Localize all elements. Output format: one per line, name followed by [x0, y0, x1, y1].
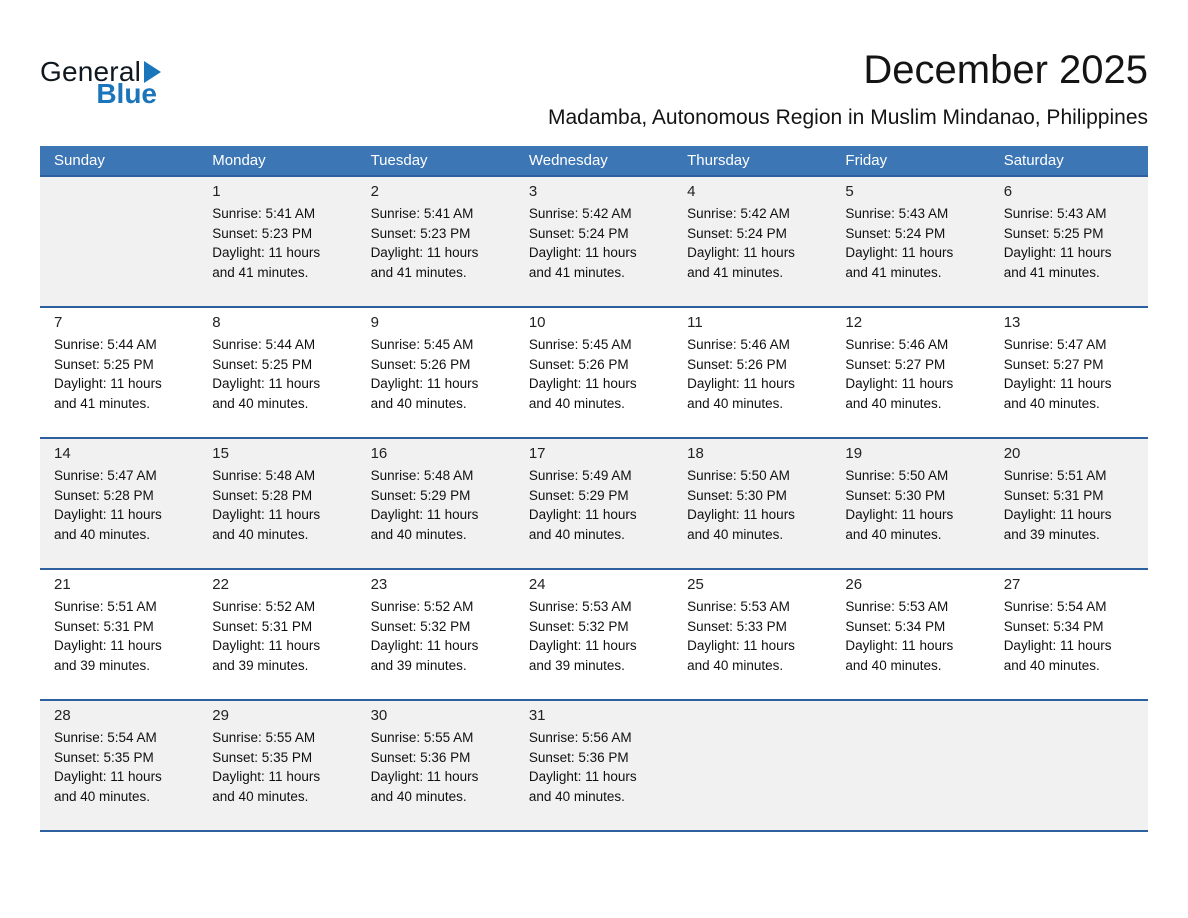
- calendar-week-row: [40, 176, 1148, 307]
- day-detail-line: and 39 minutes.: [528, 657, 625, 673]
- calendar-day-cell: [990, 438, 1148, 569]
- day-detail-line: Sunrise: 5:50 AM: [687, 468, 790, 483]
- calendar-week-row: [40, 569, 1148, 700]
- day-detail-line: Daylight: 11 hours: [212, 769, 321, 784]
- calendar-day-cell: [831, 569, 989, 700]
- day-detail-line: Sunset: 5:32 PM: [370, 618, 471, 634]
- day-detail-line: and 40 minutes.: [687, 657, 784, 673]
- day-number: 14: [54, 445, 71, 462]
- calendar-day-cell: [357, 176, 515, 307]
- calendar-day-cell: [198, 700, 356, 831]
- calendar-day-cell: [198, 438, 356, 569]
- day-number: 1: [212, 183, 221, 200]
- day-detail-line: Sunset: 5:28 PM: [54, 487, 154, 503]
- day-detail-line: Daylight: 11 hours: [687, 638, 795, 653]
- calendar-day-cell: [198, 307, 356, 438]
- day-detail-line: Daylight: 11 hours: [528, 376, 637, 391]
- day-number: 21: [54, 576, 71, 593]
- day-detail-line: and 41 minutes.: [212, 264, 309, 280]
- day-number: 25: [687, 576, 704, 593]
- day-detail-line: and 39 minutes.: [54, 657, 151, 673]
- location-subtitle: Madamba, Autonomous Region in Muslim Mindanao, Philippines: [548, 106, 1148, 129]
- day-detail-line: Sunrise: 5:46 AM: [687, 337, 790, 352]
- calendar-day-cell: [673, 438, 831, 569]
- weekday-header-sunday: Sunday: [40, 146, 198, 176]
- day-detail-line: Sunset: 5:29 PM: [528, 487, 629, 503]
- day-detail-line: Sunset: 5:25 PM: [1003, 225, 1104, 241]
- day-number: 12: [845, 314, 863, 331]
- day-detail-line: Sunset: 5:26 PM: [687, 356, 787, 372]
- calendar-day-cell: [515, 438, 673, 569]
- day-detail-line: and 39 minutes.: [1003, 526, 1100, 542]
- day-detail-line: and 41 minutes.: [54, 395, 151, 411]
- day-detail-line: Sunset: 5:31 PM: [212, 618, 313, 634]
- day-detail-line: Sunrise: 5:47 AM: [1003, 337, 1107, 352]
- calendar-day-cell: [990, 176, 1148, 307]
- day-number: 27: [1003, 576, 1021, 593]
- day-detail-line: Sunset: 5:29 PM: [370, 487, 471, 503]
- day-detail-line: Sunset: 5:25 PM: [212, 356, 313, 372]
- calendar-day-cell: [40, 569, 198, 700]
- day-detail-line: Sunrise: 5:51 AM: [54, 599, 157, 614]
- day-detail-line: Daylight: 11 hours: [54, 769, 162, 784]
- day-detail-line: and 41 minutes.: [687, 264, 784, 280]
- calendar-day-cell: [673, 307, 831, 438]
- day-detail-line: Sunset: 5:36 PM: [528, 749, 629, 765]
- day-detail-line: Sunrise: 5:55 AM: [370, 730, 474, 745]
- day-detail-line: Sunrise: 5:42 AM: [528, 206, 632, 221]
- day-detail-line: and 41 minutes.: [1003, 264, 1100, 280]
- day-detail-line: Sunrise: 5:50 AM: [845, 468, 949, 483]
- day-detail-line: and 40 minutes.: [845, 395, 942, 411]
- day-number: 4: [687, 183, 696, 200]
- weekday-header-saturday: Saturday: [990, 146, 1148, 176]
- day-detail-line: Sunset: 5:34 PM: [845, 618, 946, 634]
- day-detail-line: and 40 minutes.: [212, 395, 309, 411]
- day-detail-line: Sunrise: 5:53 AM: [528, 599, 632, 614]
- calendar-empty-cell: [673, 700, 831, 831]
- day-number: 17: [528, 445, 546, 462]
- generalblue-logo: [40, 56, 161, 110]
- day-detail-line: and 41 minutes.: [370, 264, 467, 280]
- day-detail-line: Sunrise: 5:43 AM: [845, 206, 949, 221]
- day-detail-line: Daylight: 11 hours: [1003, 507, 1112, 522]
- calendar-day-cell: [673, 176, 831, 307]
- calendar-day-cell: [357, 569, 515, 700]
- day-detail-line: and 40 minutes.: [845, 526, 942, 542]
- day-detail-line: and 39 minutes.: [370, 657, 467, 673]
- calendar-day-cell: [198, 176, 356, 307]
- day-number: 2: [370, 183, 379, 200]
- day-detail-line: Daylight: 11 hours: [687, 376, 795, 391]
- day-detail-line: Daylight: 11 hours: [54, 376, 162, 391]
- day-detail-line: Sunset: 5:35 PM: [212, 749, 313, 765]
- day-detail-line: and 40 minutes.: [54, 526, 151, 542]
- calendar-day-cell: [357, 307, 515, 438]
- day-detail-line: Daylight: 11 hours: [1003, 245, 1112, 260]
- calendar-empty-cell: [990, 700, 1148, 831]
- day-detail-line: Daylight: 11 hours: [845, 376, 954, 391]
- page-header: [40, 48, 1148, 130]
- calendar-week-row: [40, 700, 1148, 831]
- day-number: 18: [687, 445, 704, 462]
- calendar-day-cell: [357, 700, 515, 831]
- day-detail-line: Sunrise: 5:54 AM: [54, 730, 157, 745]
- day-number: 16: [370, 445, 388, 462]
- day-detail-line: and 41 minutes.: [528, 264, 625, 280]
- calendar-day-cell: [515, 569, 673, 700]
- calendar-body: [40, 176, 1148, 831]
- weekday-header-wednesday: Wednesday: [515, 146, 673, 176]
- day-detail-line: Daylight: 11 hours: [1003, 638, 1112, 653]
- day-number: 13: [1003, 314, 1021, 331]
- day-detail-line: and 40 minutes.: [54, 788, 151, 804]
- day-detail-line: Daylight: 11 hours: [54, 638, 162, 653]
- day-detail-line: Sunrise: 5:45 AM: [528, 337, 632, 352]
- day-detail-line: Sunrise: 5:53 AM: [687, 599, 790, 614]
- calendar-day-cell: [673, 569, 831, 700]
- day-detail-line: Sunset: 5:24 PM: [845, 225, 946, 241]
- day-detail-line: and 39 minutes.: [212, 657, 309, 673]
- day-detail-line: Sunrise: 5:55 AM: [212, 730, 316, 745]
- day-detail-line: Sunset: 5:33 PM: [687, 618, 787, 634]
- day-detail-line: Daylight: 11 hours: [54, 507, 162, 522]
- day-detail-line: Sunrise: 5:47 AM: [54, 468, 157, 483]
- day-detail-line: Sunset: 5:27 PM: [1003, 356, 1104, 372]
- day-detail-line: Sunrise: 5:46 AM: [845, 337, 949, 352]
- calendar-day-cell: [990, 569, 1148, 700]
- day-number: 22: [212, 576, 229, 593]
- day-number: 26: [845, 576, 863, 593]
- day-detail-line: Sunrise: 5:44 AM: [54, 337, 157, 352]
- day-number: 31: [528, 707, 546, 724]
- day-number: 6: [1003, 183, 1013, 200]
- calendar-day-cell: [357, 438, 515, 569]
- day-detail-line: Daylight: 11 hours: [845, 245, 954, 260]
- calendar-day-cell: [515, 307, 673, 438]
- day-number: 23: [370, 576, 388, 593]
- day-detail-line: Sunrise: 5:45 AM: [370, 337, 474, 352]
- calendar-day-cell: [40, 700, 198, 831]
- weekday-header-tuesday: Tuesday: [357, 146, 515, 176]
- day-detail-line: Sunset: 5:25 PM: [54, 356, 154, 372]
- day-detail-line: Sunrise: 5:44 AM: [212, 337, 316, 352]
- day-number: 5: [845, 183, 854, 200]
- day-detail-line: and 40 minutes.: [687, 526, 784, 542]
- day-detail-line: Daylight: 11 hours: [528, 638, 637, 653]
- day-detail-line: Daylight: 11 hours: [212, 245, 321, 260]
- day-detail-line: Sunset: 5:35 PM: [54, 749, 154, 765]
- day-detail-line: and 40 minutes.: [528, 395, 625, 411]
- day-detail-line: and 40 minutes.: [1003, 395, 1100, 411]
- day-number: 10: [528, 314, 546, 331]
- day-detail-line: Sunset: 5:26 PM: [370, 356, 471, 372]
- day-detail-line: Sunrise: 5:41 AM: [212, 206, 316, 221]
- day-detail-line: Sunset: 5:30 PM: [687, 487, 787, 503]
- day-detail-line: Daylight: 11 hours: [212, 638, 321, 653]
- day-number: 30: [370, 707, 388, 724]
- day-detail-line: Daylight: 11 hours: [845, 507, 954, 522]
- day-detail-line: Sunset: 5:24 PM: [528, 225, 629, 241]
- weekday-header-thursday: Thursday: [673, 146, 831, 176]
- day-number: 24: [528, 576, 546, 593]
- calendar-day-cell: [990, 307, 1148, 438]
- day-detail-line: and 40 minutes.: [845, 657, 942, 673]
- day-detail-line: Sunset: 5:23 PM: [370, 225, 471, 241]
- day-detail-line: Daylight: 11 hours: [528, 769, 637, 784]
- day-detail-line: Sunset: 5:30 PM: [845, 487, 946, 503]
- calendar-table: [40, 146, 1148, 832]
- day-detail-line: Sunrise: 5:54 AM: [1003, 599, 1107, 614]
- weekday-header-row: [40, 146, 1148, 176]
- logo-blue-label: Blue: [96, 78, 158, 109]
- day-detail-line: Daylight: 11 hours: [370, 638, 479, 653]
- day-detail-line: and 40 minutes.: [370, 526, 467, 542]
- day-detail-line: Sunset: 5:36 PM: [370, 749, 471, 765]
- day-detail-line: and 40 minutes.: [212, 788, 309, 804]
- day-detail-line: and 40 minutes.: [370, 395, 467, 411]
- day-detail-line: Sunrise: 5:52 AM: [212, 599, 316, 614]
- day-detail-line: Sunset: 5:32 PM: [528, 618, 629, 634]
- day-number: 29: [212, 707, 229, 724]
- day-detail-line: Sunrise: 5:48 AM: [370, 468, 474, 483]
- day-number: 7: [54, 314, 63, 331]
- calendar-day-cell: [831, 438, 989, 569]
- calendar-empty-cell: [40, 176, 198, 307]
- day-detail-line: Sunrise: 5:41 AM: [370, 206, 474, 221]
- day-number: 19: [845, 445, 863, 462]
- day-detail-line: Sunset: 5:24 PM: [687, 225, 787, 241]
- day-detail-line: Daylight: 11 hours: [370, 769, 479, 784]
- calendar-day-cell: [831, 176, 989, 307]
- day-detail-line: Daylight: 11 hours: [687, 507, 795, 522]
- day-detail-line: Daylight: 11 hours: [528, 507, 637, 522]
- day-detail-line: and 40 minutes.: [528, 526, 625, 542]
- day-number: 3: [528, 183, 538, 200]
- day-detail-line: Sunrise: 5:43 AM: [1003, 206, 1107, 221]
- title-block: [548, 48, 1148, 130]
- day-detail-line: and 40 minutes.: [528, 788, 625, 804]
- day-detail-line: Daylight: 11 hours: [370, 245, 479, 260]
- calendar-week-row: [40, 307, 1148, 438]
- calendar-day-cell: [198, 569, 356, 700]
- calendar-day-cell: [515, 176, 673, 307]
- calendar-empty-cell: [831, 700, 989, 831]
- day-detail-line: Sunset: 5:28 PM: [212, 487, 313, 503]
- day-number: 15: [212, 445, 229, 462]
- day-detail-line: Sunset: 5:34 PM: [1003, 618, 1104, 634]
- day-number: 8: [212, 314, 221, 331]
- day-detail-line: Sunrise: 5:53 AM: [845, 599, 949, 614]
- day-detail-line: Daylight: 11 hours: [687, 245, 795, 260]
- logo-general-label: General: [40, 56, 142, 87]
- day-detail-line: Sunset: 5:23 PM: [212, 225, 313, 241]
- day-detail-line: Daylight: 11 hours: [370, 507, 479, 522]
- day-detail-line: Sunrise: 5:42 AM: [687, 206, 790, 221]
- day-detail-line: Daylight: 11 hours: [212, 507, 321, 522]
- day-detail-line: and 40 minutes.: [1003, 657, 1100, 673]
- calendar-week-row: [40, 438, 1148, 569]
- calendar-day-cell: [40, 438, 198, 569]
- day-detail-line: Daylight: 11 hours: [1003, 376, 1112, 391]
- day-number: 28: [54, 707, 71, 724]
- month-title: December 2025: [863, 48, 1148, 92]
- day-detail-line: Sunset: 5:31 PM: [54, 618, 154, 634]
- day-number: 9: [370, 314, 379, 331]
- day-detail-line: Sunset: 5:27 PM: [845, 356, 946, 372]
- day-detail-line: Sunrise: 5:56 AM: [528, 730, 632, 745]
- calendar-day-cell: [515, 700, 673, 831]
- day-detail-line: Sunset: 5:26 PM: [528, 356, 629, 372]
- day-detail-line: Sunrise: 5:48 AM: [212, 468, 316, 483]
- day-number: 11: [687, 314, 703, 331]
- day-detail-line: and 40 minutes.: [687, 395, 784, 411]
- day-number: 20: [1003, 445, 1021, 462]
- day-detail-line: Sunset: 5:31 PM: [1003, 487, 1104, 503]
- day-detail-line: Daylight: 11 hours: [845, 638, 954, 653]
- day-detail-line: and 41 minutes.: [845, 264, 942, 280]
- day-detail-line: Daylight: 11 hours: [528, 245, 637, 260]
- calendar-day-cell: [831, 307, 989, 438]
- day-detail-line: Daylight: 11 hours: [212, 376, 321, 391]
- day-detail-line: Sunrise: 5:51 AM: [1003, 468, 1107, 483]
- calendar-day-cell: [40, 307, 198, 438]
- weekday-header-monday: Monday: [198, 146, 356, 176]
- day-detail-line: and 40 minutes.: [370, 788, 467, 804]
- day-detail-line: Sunrise: 5:52 AM: [370, 599, 474, 614]
- day-detail-line: Sunrise: 5:49 AM: [528, 468, 632, 483]
- day-detail-line: and 40 minutes.: [212, 526, 309, 542]
- weekday-header-friday: Friday: [831, 146, 989, 176]
- day-detail-line: Daylight: 11 hours: [370, 376, 479, 391]
